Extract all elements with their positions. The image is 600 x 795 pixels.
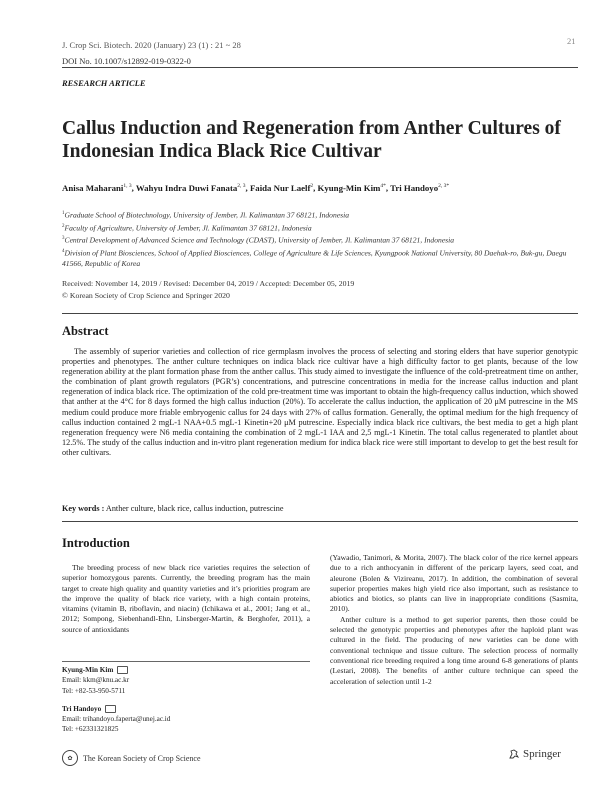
author[interactable]: Tri Handoyo$^{2, 3*}$: [390, 183, 450, 193]
copyright: © Korean Society of Crop Science and Springer 2020: [62, 291, 230, 300]
introduction-heading: Introduction: [62, 536, 130, 550]
society-footer: [62, 750, 201, 766]
section-rule: [62, 313, 578, 314]
corresponding-author: Tri Handoyo: [62, 704, 102, 713]
section-rule: [62, 521, 578, 522]
author[interactable]: Faida Nur Laelf$^2$: [249, 183, 314, 193]
footnote-rule: [62, 661, 310, 662]
affiliation: $^3$Central Development of Advanced Science and Technology (CDAST), University of Jember, Jl. Kalimantan 37 68121, Indonesia: [62, 235, 455, 245]
society-logo-icon: ✿: [62, 750, 78, 766]
journal-citation: J. Crop Sci. Biotech. 2020 (January) 23 (1) : 21 ~ 28: [62, 40, 241, 50]
publisher-footer: [508, 748, 561, 760]
paragraph: Anther culture is a method to get superior parents, then those could be selected the genotypic properties and phenotypes after the haploid plant was cultured in the field. The producing of new varieties can be done with conventional technique and tissue culture. The selection process of normally conventional rice breeding required a long time around 6-8 generations of plants (Lestari, 2008). The benefits of anther culture technique can speed the acceleration of selection until 1-2: [330, 614, 578, 686]
keywords: [62, 504, 283, 513]
article-dates: [62, 278, 354, 302]
keywords-text: Anther culture, black rice, callus induction, putrescine: [105, 504, 284, 513]
page-number: 21: [567, 36, 576, 46]
paper-title: Callus Induction and Regeneration from Anther Cultures of Indonesian Indica Black Rice Cultivar: [62, 118, 561, 162]
header-rule: [62, 67, 578, 68]
author[interactable]: Anisa Maharani$^{1, 3}$: [62, 183, 132, 193]
springer-logo-icon: [508, 748, 520, 760]
email-link[interactable]: Email: kkm@knu.ac.kr: [62, 676, 130, 685]
phone: Tel: +82-53-950-5711: [62, 686, 126, 695]
paragraph: (Yawadio, Tanimori, & Morita, 2007). The black color of the rice kernel appears due to a rich anthocyanin in different of the pericarp layers, seed coat, and aleurone (Bolen & Vizireanu, 2017). In addition, the combination of several superior properties makes high yield rice also important, such as resistance to abiotics and biotics, so plants can live in inappropriate conditions (Sasmita, 2010).: [330, 553, 578, 614]
affiliation: $^1$Graduate School of Biotechnology, University of Jember, Jl. Kalimantan 37 68121, Indonesia: [62, 210, 350, 220]
introduction-right-column: [330, 553, 578, 687]
article-type: RESEARCH ARTICLE: [62, 78, 146, 88]
doi: DOI No. 10.1007/s12892-019-0322-0: [62, 56, 191, 66]
author[interactable]: Wahyu Indra Duwi Fanata$^{2, 3}$: [135, 183, 246, 193]
mail-icon: [117, 666, 128, 674]
author[interactable]: Kyung-Min Kim$^{4*}$: [317, 183, 386, 193]
abstract-heading: Abstract: [62, 324, 109, 338]
affiliations: [62, 208, 582, 269]
keywords-label: Key words :: [62, 504, 105, 513]
author-list: Anisa Maharani$^{1, 3}$, Wahyu Indra Duwi Fanata$^{2, 3}$, Faida Nur Laelf$^2$, Kyung-Min Kim$^{4*}$, Tri Handoyo$^{2, 3*}$: [62, 183, 450, 193]
phone: Tel: +62331321825: [62, 725, 119, 734]
affiliation: $^2$Faculty of Agriculture, University of Jember, Jl. Kalimantan 37 68121, Indonesia: [62, 223, 312, 233]
publisher-name: Springer: [523, 748, 561, 760]
mail-icon: [105, 705, 116, 713]
received-dates: Received: November 14, 2019 / Revised: December 04, 2019 / Accepted: December 05, 2019: [62, 279, 355, 288]
introduction-left-column: The breeding process of new black rice varieties requires the selection of superior homozygous parents. Currently, the breeding program has the main target to create high quality and quantity varieties and it’s priorities program are the improve the quality of black rice variety, with a high contain proteins, vitamins (vitamin B, riboflavin, and niacin) (Ichikawa et al., 2001; Jang et al., 2012; Sompong, Siebenhandl-Ehn, Linsberger-Martin, & Berghofer, 2011), a source of antioxidants: [62, 563, 310, 634]
email-link[interactable]: Email: trihandoyo.faperta@unej.ac.id: [62, 715, 171, 724]
corresponding-author: Kyung-Min Kim: [62, 666, 114, 674]
society-name: The Korean Society of Crop Science: [83, 753, 201, 763]
abstract-text: The assembly of superior varieties and collection of rice germplasm involves the process of selecting and storing elders that have superior genotypic properties and phenotypes. The anther culture techniques on indica black rice cultivar have a high difficulty factor to get plants, because of the low regeneration ability at the plant formation phase from the anther callus. This study aimed to investigate the influence of the cold-pretreatment time on anther, the combination of plant growth regulators (PGR’s) concentrations, and putrescine concentrations in media for the increase callus induction and plant regeneration of indica black rice. The optimization of the cold pre-treatment time was important to obtain the high-frequency callus induction, which showed that anther at the 4°C for 8 days formed the high callus induction (20%). To accelerate the callus induction, the application of 20 μM putrescine in the MS medium could produce more friable embryogenic callus for 24 days with 27% of callus formation. Generally, the optimal medium for the high frequency of callus induction contained 2 mgL-1 NAA+0.5 mgL-1 Kinetin+20 μM putrescine. Especially indica black rice cultivars, the best media to get a high plant regeneration frequency were N6 media containing the combination of 2 mgL-1 IAA and 2,5 mgL-1 Kinetin. The total callus regenerated to plantlet about 12.5%. The study of the callus induction and in-vitro plant regeneration medium for indica black rice were still important to develop to get the best result for other cultivars.: [62, 347, 578, 457]
affiliation: $^4$Division of Plant Biosciences, School of Applied Biosciences, College of Agriculture & Life Sciences, Kyungpook National University, 80 Daehak-ro, Buk-gu, Daegu 41566, Republic of Korea: [62, 248, 567, 269]
correspondence: [62, 665, 310, 735]
